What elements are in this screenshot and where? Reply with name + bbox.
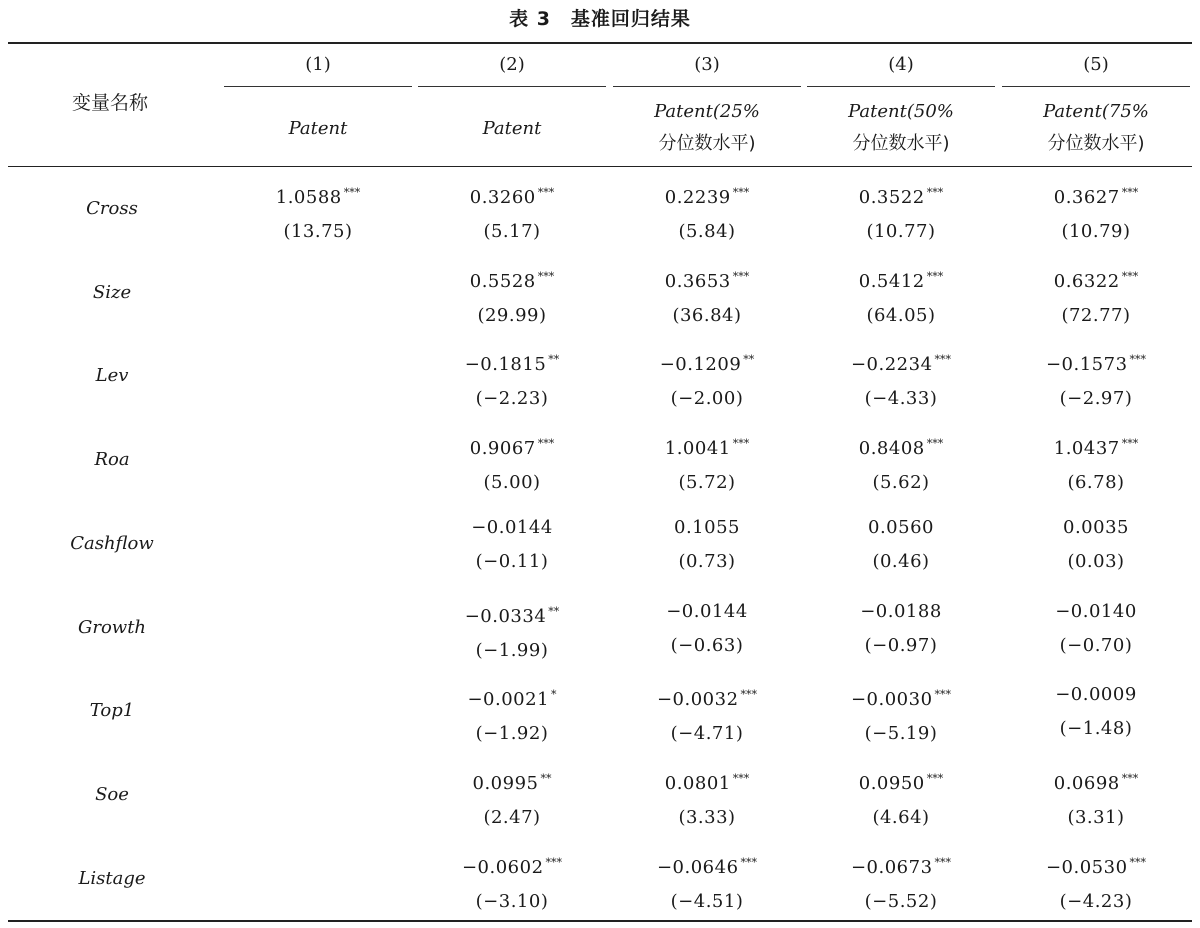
coefficient xyxy=(614,427,800,466)
significance-stars: *** xyxy=(1129,353,1147,367)
coefficient-value: −0.0144 xyxy=(666,600,748,622)
coefficient xyxy=(419,260,605,299)
coefficient xyxy=(419,511,605,545)
coefficient-value: 0.8408 xyxy=(858,438,925,460)
column-dependent-variable xyxy=(225,113,411,145)
t-statistic: (0.03) xyxy=(1067,550,1125,572)
significance-stars: ** xyxy=(548,604,560,618)
t-statistic: (4.64) xyxy=(872,806,930,828)
coefficient xyxy=(808,511,994,545)
coefficient-value: 0.0801 xyxy=(664,772,731,794)
table-cell xyxy=(419,427,605,500)
t-statistic: (−3.10) xyxy=(475,890,549,912)
row-variable-name: Lev xyxy=(95,365,129,387)
t-statistic: (−4.23) xyxy=(1059,890,1133,912)
table-cell xyxy=(614,343,800,416)
coefficient xyxy=(419,343,605,382)
coefficient xyxy=(808,846,994,885)
t-statistic: (3.33) xyxy=(678,806,736,828)
row-variable-name: Growth xyxy=(77,616,147,638)
coefficient-value: −0.0334 xyxy=(464,605,547,627)
column-subrule xyxy=(807,86,995,87)
significance-stars: *** xyxy=(934,353,952,367)
significance-stars: *** xyxy=(1129,855,1147,869)
table-cell xyxy=(419,595,605,668)
column-subrule xyxy=(1002,86,1190,87)
significance-stars: *** xyxy=(740,688,758,702)
t-statistic: (0.73) xyxy=(678,550,736,572)
coefficient xyxy=(614,176,800,215)
coefficient-value: −0.0673 xyxy=(850,856,933,878)
coefficient-value: 0.0950 xyxy=(858,772,925,794)
table-title: 表 3 基准回归结果 xyxy=(509,8,691,30)
t-statistic: (−5.19) xyxy=(864,723,938,745)
t-statistic: (−1.99) xyxy=(475,639,549,661)
significance-stars: *** xyxy=(537,186,555,199)
row-variable-name: Listage xyxy=(78,867,146,889)
coefficient xyxy=(1003,762,1189,801)
coefficient xyxy=(808,427,994,466)
t-statistic: (5.62) xyxy=(872,472,930,494)
significance-stars: *** xyxy=(740,855,758,869)
coefficient xyxy=(1003,260,1189,299)
t-statistic: (−1.92) xyxy=(475,723,549,745)
coefficient xyxy=(614,678,800,717)
t-statistic: (72.77) xyxy=(1061,304,1131,326)
table-cell xyxy=(808,343,994,416)
significance-stars: *** xyxy=(343,186,361,199)
significance-stars: *** xyxy=(732,186,750,199)
table-cell xyxy=(808,427,994,500)
coefficient-value: −0.2234 xyxy=(850,354,933,376)
table-cell xyxy=(614,678,800,751)
table-cell xyxy=(419,176,605,249)
row-variable-name: Roa xyxy=(94,449,130,471)
coefficient xyxy=(419,427,605,466)
coefficient-value: 0.0995 xyxy=(472,772,539,794)
column-number: (3) xyxy=(694,54,720,75)
variable-name-header: 变量名称 xyxy=(71,92,148,114)
table-cell xyxy=(808,176,994,249)
bottom-rule xyxy=(8,920,1192,922)
coefficient xyxy=(614,595,800,629)
column-subrule xyxy=(613,86,801,87)
column-subrule xyxy=(418,86,606,87)
coefficient xyxy=(225,176,411,215)
coefficient-value: −0.1573 xyxy=(1045,354,1128,376)
t-statistic: (−2.23) xyxy=(475,388,549,410)
coefficient xyxy=(614,343,800,382)
significance-stars: * xyxy=(551,688,557,702)
t-statistic: (−4.33) xyxy=(864,388,938,410)
significance-stars: *** xyxy=(926,771,944,785)
significance-stars: *** xyxy=(537,269,555,283)
significance-stars: *** xyxy=(1121,771,1139,785)
t-statistic: (29.99) xyxy=(477,304,547,326)
table-cell xyxy=(1003,427,1189,500)
coefficient-value: 0.3260 xyxy=(469,187,536,208)
coefficient-value: −0.0021 xyxy=(467,689,550,711)
row-variable-name: Size xyxy=(92,281,132,303)
t-statistic: (−0.70) xyxy=(1059,634,1133,656)
table-cell xyxy=(419,678,605,751)
column-number: (2) xyxy=(499,54,525,75)
coefficient xyxy=(808,260,994,299)
table-cell xyxy=(1003,595,1189,663)
coefficient xyxy=(1003,427,1189,466)
coefficient-value: −0.0188 xyxy=(860,600,942,622)
t-statistic: (10.79) xyxy=(1061,221,1131,242)
coefficient-value: 0.3653 xyxy=(664,270,731,292)
significance-stars: *** xyxy=(934,855,952,869)
t-statistic: (5.84) xyxy=(678,221,736,242)
coefficient xyxy=(614,260,800,299)
significance-stars: *** xyxy=(537,437,555,451)
coefficient xyxy=(808,176,994,215)
t-statistic: (−0.97) xyxy=(864,634,938,656)
coefficient xyxy=(808,762,994,801)
significance-stars: *** xyxy=(926,269,944,283)
t-statistic: (−4.51) xyxy=(670,890,744,912)
table-cell xyxy=(1003,678,1189,746)
dependent-variable-name: Patent xyxy=(288,118,348,139)
coefficient xyxy=(1003,343,1189,382)
table-cell xyxy=(614,762,800,835)
coefficient xyxy=(419,846,605,885)
quantile-level-label: 分位数水平) xyxy=(658,133,756,154)
coefficient-value: 1.0588 xyxy=(275,187,342,208)
t-statistic: (5.72) xyxy=(678,472,736,494)
significance-stars: *** xyxy=(732,437,750,451)
coefficient xyxy=(419,595,605,634)
table-cell xyxy=(1003,846,1189,919)
significance-stars: *** xyxy=(732,269,750,283)
t-statistic: (−5.52) xyxy=(864,890,938,912)
significance-stars: ** xyxy=(743,353,755,367)
t-statistic: (5.17) xyxy=(483,221,541,242)
row-variable-name: Top1 xyxy=(89,700,135,722)
coefficient-value: 0.5528 xyxy=(469,270,536,292)
t-statistic: (3.31) xyxy=(1067,806,1125,828)
t-statistic: (6.78) xyxy=(1067,472,1125,494)
t-statistic: (−1.48) xyxy=(1059,718,1133,740)
table-cell xyxy=(1003,260,1189,333)
column-number: (1) xyxy=(305,54,331,75)
table-cell xyxy=(808,678,994,751)
table-cell xyxy=(614,846,800,919)
table-cell xyxy=(808,260,994,333)
coefficient xyxy=(808,678,994,717)
coefficient xyxy=(419,176,605,215)
significance-stars: *** xyxy=(545,855,563,869)
dependent-variable-name: Patent(75% xyxy=(1043,101,1149,122)
coefficient-value: 0.5412 xyxy=(858,270,925,292)
coefficient-value: −0.0646 xyxy=(656,856,739,878)
table-cell xyxy=(614,176,800,249)
coefficient-value: 0.6322 xyxy=(1053,270,1120,292)
dependent-variable-name: Patent xyxy=(482,118,542,139)
t-statistic: (2.47) xyxy=(483,806,541,828)
significance-stars: ** xyxy=(540,771,552,785)
significance-stars: *** xyxy=(934,688,952,702)
table-cell xyxy=(419,762,605,835)
table-cell xyxy=(808,511,994,579)
significance-stars: *** xyxy=(1121,186,1139,199)
t-statistic: (−4.71) xyxy=(670,723,744,745)
significance-stars: *** xyxy=(926,186,944,199)
quantile-level-label: 分位数水平) xyxy=(852,133,950,154)
table-cell xyxy=(614,427,800,500)
top-rule xyxy=(8,42,1192,44)
table-cell xyxy=(225,176,411,249)
table-cell xyxy=(419,511,605,579)
coefficient-value: −0.0009 xyxy=(1055,684,1137,706)
t-statistic: (−2.97) xyxy=(1059,388,1133,410)
coefficient xyxy=(1003,846,1189,885)
coefficient-value: 0.2239 xyxy=(664,187,731,208)
quantile-level-label: 分位数水平) xyxy=(1047,133,1145,154)
coefficient-value: −0.0030 xyxy=(850,689,933,711)
coefficient-value: −0.0602 xyxy=(461,856,544,878)
table-cell xyxy=(808,846,994,919)
significance-stars: *** xyxy=(1121,437,1139,451)
header-rule xyxy=(8,166,1192,167)
row-variable-name: Cashflow xyxy=(70,532,154,554)
coefficient-value: −0.0530 xyxy=(1045,856,1128,878)
coefficient xyxy=(614,762,800,801)
dependent-variable-name: Patent(25% xyxy=(654,101,760,122)
row-variable-name: Cross xyxy=(86,198,138,219)
t-statistic: (64.05) xyxy=(866,304,936,326)
t-statistic: (36.84) xyxy=(672,304,742,326)
column-dependent-variable xyxy=(419,113,605,145)
column-subrule xyxy=(224,86,412,87)
column-number: (5) xyxy=(1083,54,1109,75)
column-number: (4) xyxy=(888,54,914,75)
coefficient-value: 1.0041 xyxy=(664,438,731,460)
coefficient-value: −0.0140 xyxy=(1055,600,1137,622)
table-cell xyxy=(1003,511,1189,579)
coefficient xyxy=(808,343,994,382)
row-variable-name: Soe xyxy=(95,783,129,805)
coefficient-value: 0.0698 xyxy=(1053,772,1120,794)
significance-stars: *** xyxy=(926,437,944,451)
coefficient xyxy=(614,846,800,885)
column-dependent-variable xyxy=(614,96,800,160)
t-statistic: (5.00) xyxy=(483,472,541,494)
table-cell xyxy=(808,762,994,835)
t-statistic: (10.77) xyxy=(866,221,936,242)
coefficient xyxy=(614,511,800,545)
table-cell xyxy=(419,343,605,416)
coefficient-value: −0.0032 xyxy=(656,689,739,711)
table-cell xyxy=(419,260,605,333)
coefficient xyxy=(419,678,605,717)
coefficient xyxy=(1003,176,1189,215)
coefficient-value: 0.3522 xyxy=(858,187,925,208)
table-cell xyxy=(1003,762,1189,835)
coefficient-value: 0.9067 xyxy=(469,438,536,460)
coefficient-value: 0.3627 xyxy=(1053,187,1120,208)
table-cell xyxy=(1003,343,1189,416)
coefficient-value: 1.0437 xyxy=(1053,438,1120,460)
significance-stars: *** xyxy=(732,771,750,785)
table-cell xyxy=(808,595,994,663)
dependent-variable-name: Patent(50% xyxy=(848,101,954,122)
t-statistic: (13.75) xyxy=(283,221,353,242)
coefficient xyxy=(808,595,994,629)
coefficient-value: −0.0144 xyxy=(471,516,553,538)
coefficient-value: −0.1815 xyxy=(464,354,547,376)
coefficient xyxy=(1003,678,1189,712)
coefficient-value: 0.0560 xyxy=(868,516,934,538)
significance-stars: ** xyxy=(548,353,560,367)
t-statistic: (−2.00) xyxy=(670,388,744,410)
t-statistic: (−0.63) xyxy=(670,634,744,656)
t-statistic: (0.46) xyxy=(872,550,930,572)
t-statistic: (−0.11) xyxy=(475,550,549,572)
table-cell xyxy=(614,511,800,579)
coefficient xyxy=(1003,511,1189,545)
coefficient-value: −0.1209 xyxy=(659,354,742,376)
significance-stars: *** xyxy=(1121,269,1139,283)
column-dependent-variable xyxy=(1003,96,1189,160)
table-cell xyxy=(614,595,800,663)
coefficient-value: 0.0035 xyxy=(1063,516,1129,538)
column-dependent-variable xyxy=(808,96,994,160)
table-cell xyxy=(419,846,605,919)
table-cell xyxy=(614,260,800,333)
coefficient-value: 0.1055 xyxy=(674,516,740,538)
coefficient xyxy=(419,762,605,801)
coefficient xyxy=(1003,595,1189,629)
table-cell xyxy=(1003,176,1189,249)
